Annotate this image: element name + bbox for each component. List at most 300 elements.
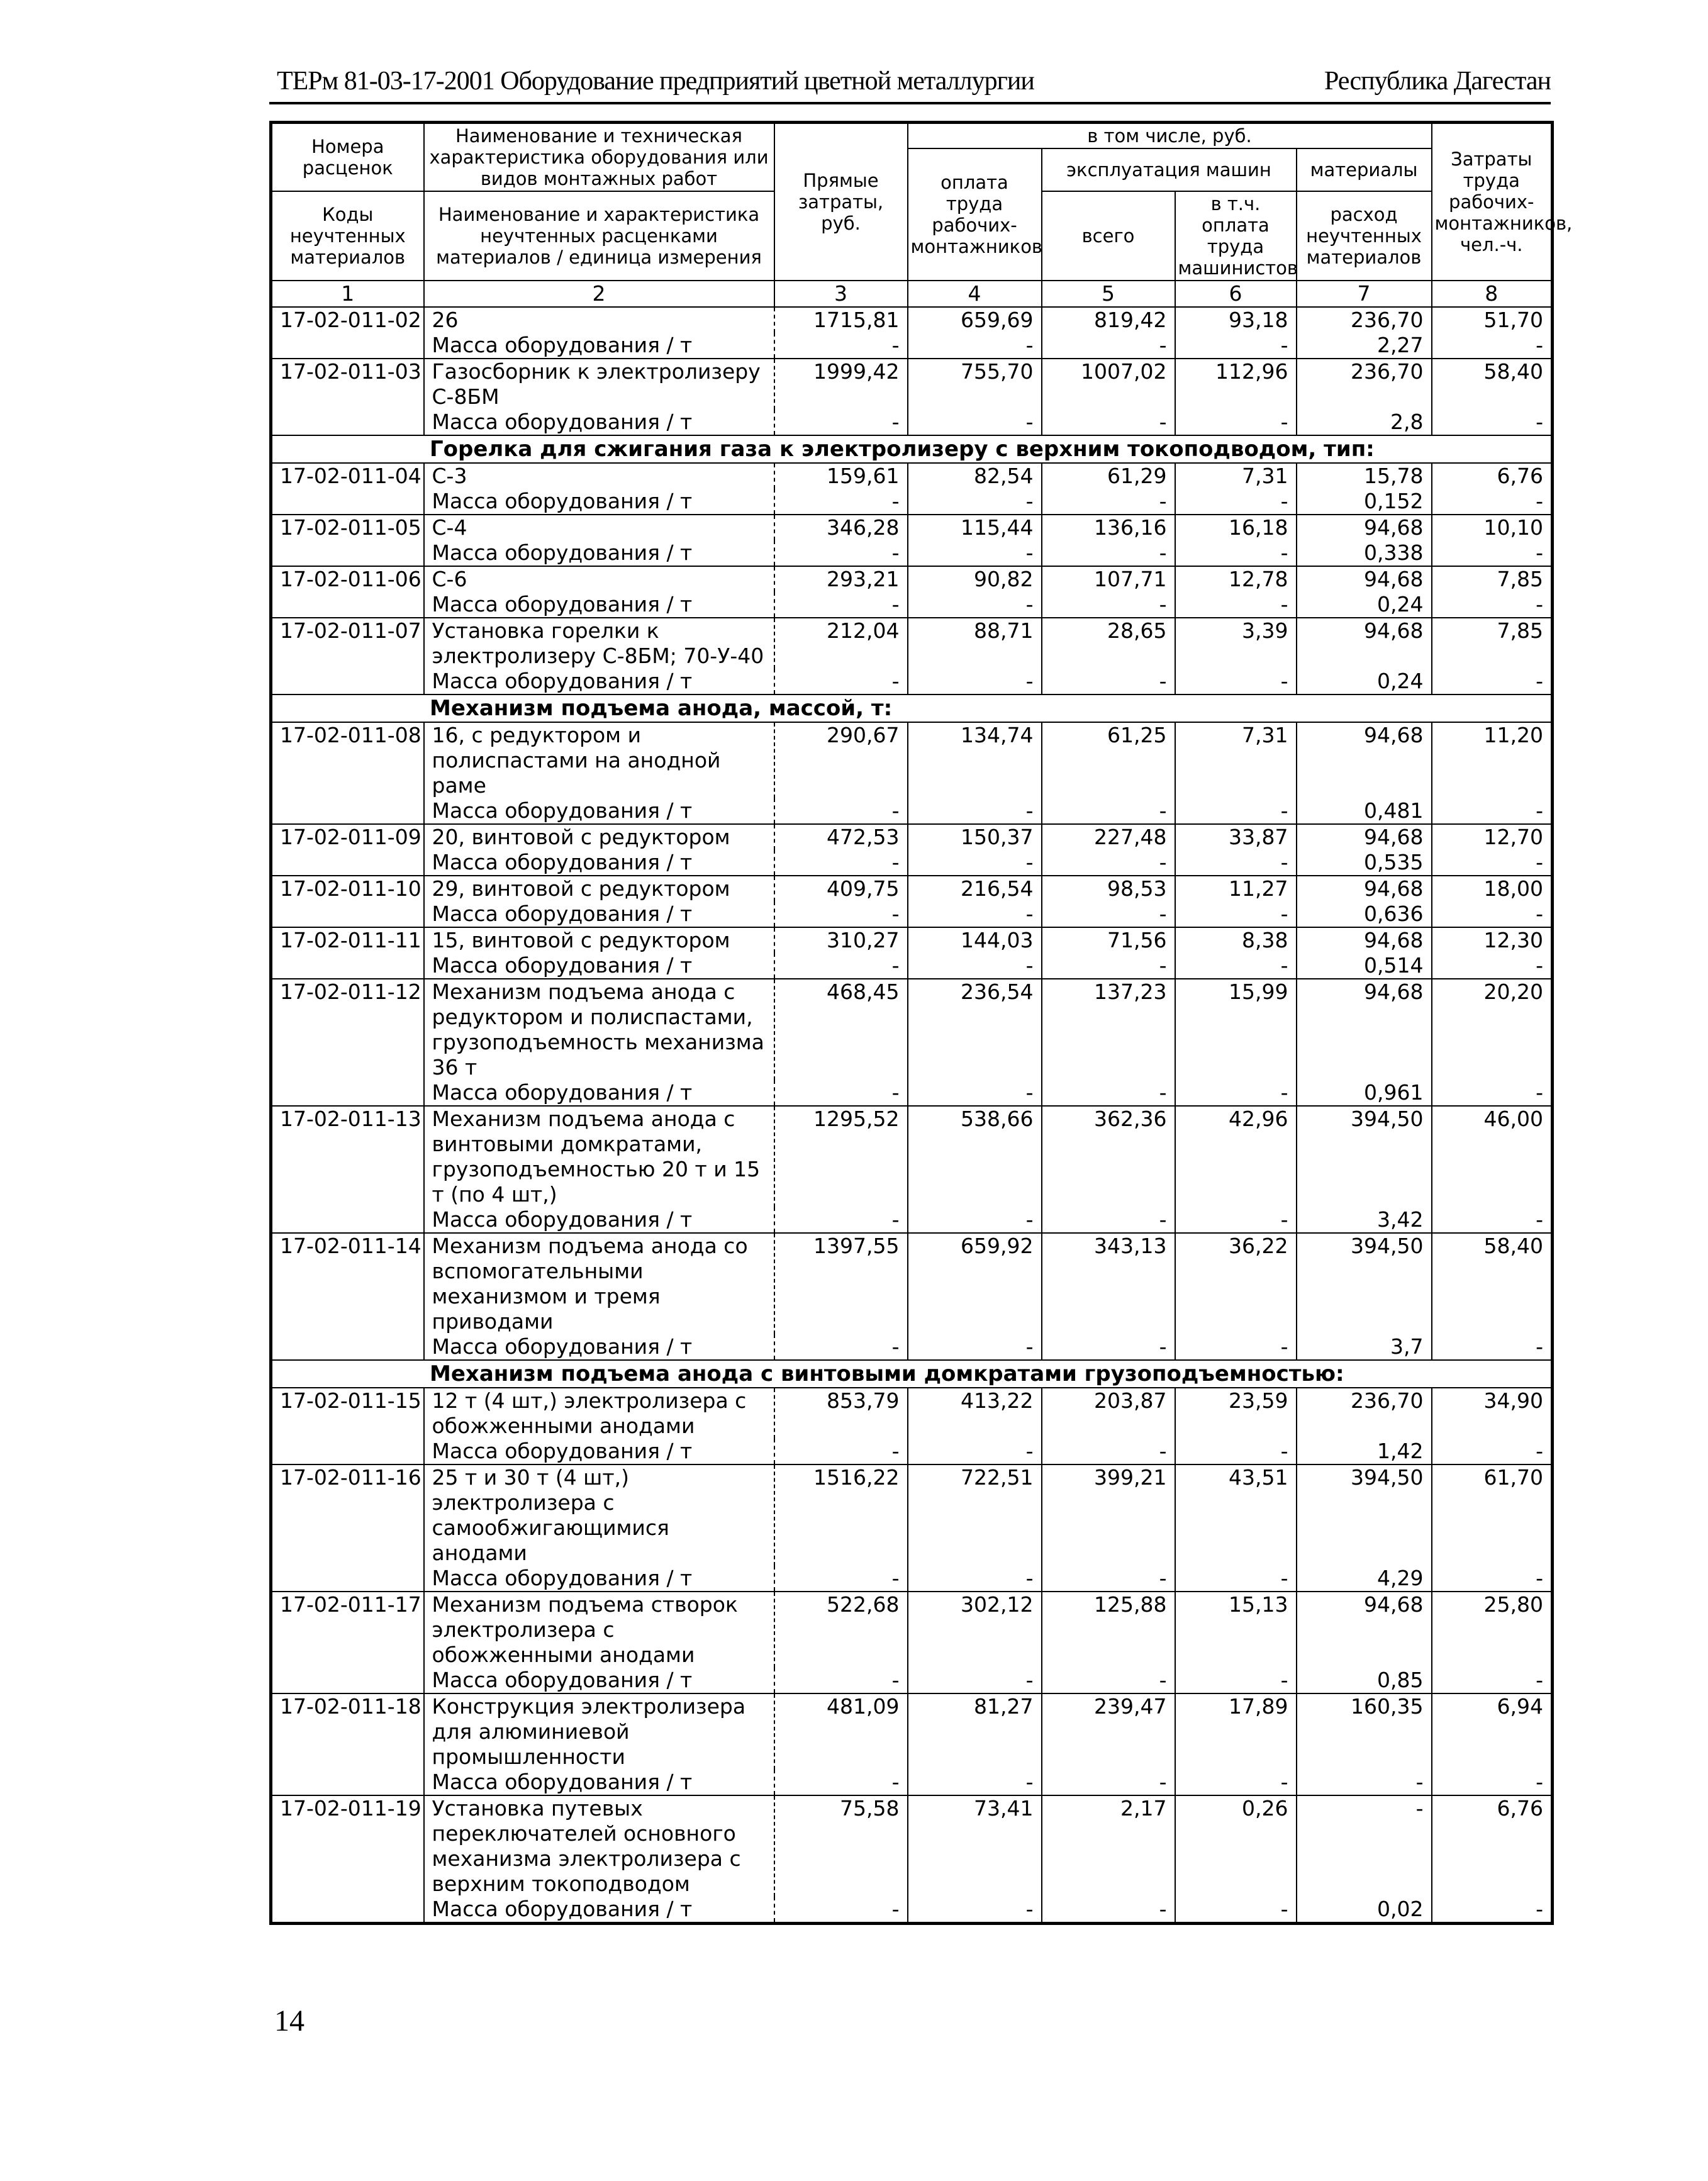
operator-wages-value: - xyxy=(1175,953,1297,979)
labor-hours-value: - xyxy=(1432,669,1553,694)
direct-costs-value: - xyxy=(774,1566,908,1592)
machines-total-value: 239,47 xyxy=(1042,1693,1175,1770)
material-code xyxy=(271,1207,424,1233)
machines-total-value: 343,13 xyxy=(1042,1233,1175,1334)
worker-wages-value: 82,54 xyxy=(908,463,1042,489)
mass-label: Масса оборудования / т xyxy=(424,1897,774,1924)
operator-wages-value: - xyxy=(1175,1566,1297,1592)
operator-wages-value: 93,18 xyxy=(1175,307,1297,333)
operator-wages-value: 43,51 xyxy=(1175,1464,1297,1566)
mass-label: Масса оборудования / т xyxy=(424,1207,774,1233)
header-material-names: Наименование и характеристика неучтенных расценками материалов / единица измерения xyxy=(424,191,774,281)
direct-costs-value: 159,61 xyxy=(774,463,908,489)
header-operator-wages: в т.ч. оплата труда машинистов xyxy=(1175,191,1297,281)
direct-costs-value: 75,58 xyxy=(774,1795,908,1897)
material-code xyxy=(271,1770,424,1795)
operator-wages-value: - xyxy=(1175,489,1297,515)
machines-total-value: - xyxy=(1042,489,1175,515)
operator-wages-value: - xyxy=(1175,1770,1297,1795)
worker-wages-value: - xyxy=(908,1334,1042,1360)
worker-wages-value: 81,27 xyxy=(908,1693,1042,1770)
material-code xyxy=(271,669,424,694)
mass-value: 0,85 xyxy=(1297,1668,1432,1693)
direct-costs-value: - xyxy=(774,669,908,694)
materials-value: 94,68 xyxy=(1297,979,1432,1080)
materials-value: - xyxy=(1297,1795,1432,1897)
machines-total-value: - xyxy=(1042,1897,1175,1924)
machines-total-value: - xyxy=(1042,669,1175,694)
direct-costs-value: - xyxy=(774,850,908,876)
table-row xyxy=(271,1388,1553,1439)
labor-hours-value: 58,40 xyxy=(1432,1233,1553,1334)
direct-costs-value: - xyxy=(774,592,908,618)
labor-hours-value: - xyxy=(1432,1207,1553,1233)
labor-hours-value: 7,85 xyxy=(1432,618,1553,669)
header-unaccounted-materials: расход неучтенных материалов xyxy=(1297,191,1432,281)
worker-wages-value: - xyxy=(908,410,1042,435)
header-including-group: в том числе, руб. xyxy=(908,123,1432,149)
mass-value: 0,481 xyxy=(1297,798,1432,824)
machines-total-value: - xyxy=(1042,592,1175,618)
material-code xyxy=(271,850,424,876)
direct-costs-value: 1295,52 xyxy=(774,1106,908,1207)
direct-costs-value: 468,45 xyxy=(774,979,908,1080)
page-header-region: Республика Дагестан xyxy=(1324,67,1551,96)
mass-row xyxy=(271,1207,1553,1233)
mass-row xyxy=(271,410,1553,435)
rate-code: 17-02-011-11 xyxy=(271,927,424,953)
mass-row xyxy=(271,850,1553,876)
machines-total-value: 98,53 xyxy=(1042,876,1175,901)
mass-value: 2,27 xyxy=(1297,333,1432,359)
work-name: 20, винтовой с редуктором xyxy=(424,824,774,850)
machines-total-value: 819,42 xyxy=(1042,307,1175,333)
direct-costs-value: 1999,42 xyxy=(774,359,908,410)
material-code xyxy=(271,410,424,435)
labor-hours-value: 25,80 xyxy=(1432,1592,1553,1668)
mass-value: 0,152 xyxy=(1297,489,1432,515)
operator-wages-value: - xyxy=(1175,901,1297,927)
materials-value: 94,68 xyxy=(1297,722,1432,798)
direct-costs-value: - xyxy=(774,1207,908,1233)
mass-label: Масса оборудования / т xyxy=(424,1566,774,1592)
direct-costs-value: - xyxy=(774,1897,908,1924)
machines-total-value: - xyxy=(1042,798,1175,824)
machines-total-value: 399,21 xyxy=(1042,1464,1175,1566)
material-code xyxy=(271,1668,424,1693)
operator-wages-value: - xyxy=(1175,1897,1297,1924)
labor-hours-value: 46,00 xyxy=(1432,1106,1553,1207)
section-heading-row xyxy=(271,694,1553,722)
labor-hours-value: - xyxy=(1432,1566,1553,1592)
direct-costs-value: 409,75 xyxy=(774,876,908,901)
work-name: Механизм подъема анода с винтовыми домкратами, грузоподъемностью 20 т и 15 т (по 4 шт,) xyxy=(424,1106,774,1207)
table-row xyxy=(271,307,1553,333)
table-row xyxy=(271,1592,1553,1668)
operator-wages-value: - xyxy=(1175,1668,1297,1693)
rate-code: 17-02-011-02 xyxy=(271,307,424,333)
rate-code: 17-02-011-07 xyxy=(271,618,424,669)
table-row xyxy=(271,463,1553,489)
machines-total-value: - xyxy=(1042,1080,1175,1106)
materials-value: 94,68 xyxy=(1297,566,1432,592)
machines-total-value: 28,65 xyxy=(1042,618,1175,669)
materials-value: 94,68 xyxy=(1297,876,1432,901)
labor-hours-value: 61,70 xyxy=(1432,1464,1553,1566)
worker-wages-value: 236,54 xyxy=(908,979,1042,1080)
mass-row xyxy=(271,592,1553,618)
mass-row xyxy=(271,333,1553,359)
labor-hours-value: - xyxy=(1432,953,1553,979)
material-code xyxy=(271,1334,424,1360)
worker-wages-value: - xyxy=(908,1897,1042,1924)
header-machines-total: всего xyxy=(1042,191,1175,281)
material-code xyxy=(271,1566,424,1592)
worker-wages-value: - xyxy=(908,1770,1042,1795)
machines-total-value: - xyxy=(1042,1770,1175,1795)
mass-row xyxy=(271,901,1553,927)
mass-label: Масса оборудования / т xyxy=(424,1439,774,1464)
section-heading-row xyxy=(271,435,1553,463)
rate-code: 17-02-011-16 xyxy=(271,1464,424,1566)
mass-value: 2,8 xyxy=(1297,410,1432,435)
operator-wages-value: 8,38 xyxy=(1175,927,1297,953)
direct-costs-value: 481,09 xyxy=(774,1693,908,1770)
mass-value: 0,338 xyxy=(1297,540,1432,566)
labor-hours-value: 20,20 xyxy=(1432,979,1553,1080)
worker-wages-value: 90,82 xyxy=(908,566,1042,592)
machines-total-value: - xyxy=(1042,901,1175,927)
table-row xyxy=(271,1795,1553,1897)
machines-total-value: - xyxy=(1042,850,1175,876)
labor-hours-value: - xyxy=(1432,489,1553,515)
materials-value: 15,78 xyxy=(1297,463,1432,489)
rate-code: 17-02-011-09 xyxy=(271,824,424,850)
labor-hours-value: - xyxy=(1432,540,1553,566)
worker-wages-value: 722,51 xyxy=(908,1464,1042,1566)
section-heading: Механизм подъема анода, массой, т: xyxy=(271,694,1553,722)
machines-total-value: 227,48 xyxy=(1042,824,1175,850)
machines-total-value: - xyxy=(1042,1668,1175,1693)
operator-wages-value: - xyxy=(1175,410,1297,435)
worker-wages-value: - xyxy=(908,1207,1042,1233)
worker-wages-value: 150,37 xyxy=(908,824,1042,850)
operator-wages-value: 33,87 xyxy=(1175,824,1297,850)
table-row xyxy=(271,566,1553,592)
section-heading: Горелка для сжигания газа к электролизеру с верхним токоподводом, тип: xyxy=(271,435,1553,463)
direct-costs-value: - xyxy=(774,901,908,927)
labor-hours-value: 11,20 xyxy=(1432,722,1553,798)
labor-hours-value: - xyxy=(1432,1439,1553,1464)
worker-wages-value: 659,69 xyxy=(908,307,1042,333)
table-row xyxy=(271,979,1553,1080)
table-row xyxy=(271,1233,1553,1334)
materials-value: 94,68 xyxy=(1297,927,1432,953)
labor-hours-value: 18,00 xyxy=(1432,876,1553,901)
header-material-codes: Коды неучтенных материалов xyxy=(271,191,424,281)
direct-costs-value: - xyxy=(774,953,908,979)
mass-row xyxy=(271,953,1553,979)
rate-code: 17-02-011-18 xyxy=(271,1693,424,1770)
header-rate-numbers: Номера расценок xyxy=(271,123,424,192)
material-code xyxy=(271,540,424,566)
work-name: С-3 xyxy=(424,463,774,489)
header-work-name: Наименование и техническая характеристика оборудования или видов монтажных работ xyxy=(424,123,774,192)
column-number: 5 xyxy=(1042,281,1175,307)
mass-row xyxy=(271,1566,1553,1592)
mass-row xyxy=(271,489,1553,515)
operator-wages-value: 16,18 xyxy=(1175,515,1297,540)
operator-wages-value: 36,22 xyxy=(1175,1233,1297,1334)
material-code xyxy=(271,953,424,979)
direct-costs-value: 472,53 xyxy=(774,824,908,850)
mass-value: 4,29 xyxy=(1297,1566,1432,1592)
worker-wages-value: 134,74 xyxy=(908,722,1042,798)
worker-wages-value: - xyxy=(908,953,1042,979)
section-heading-row xyxy=(271,1360,1553,1388)
worker-wages-value: - xyxy=(908,798,1042,824)
direct-costs-value: - xyxy=(774,798,908,824)
machines-total-value: 107,71 xyxy=(1042,566,1175,592)
work-name: 25 т и 30 т (4 шт,) электролизера с самообжигающимися анодами xyxy=(424,1464,774,1566)
mass-label: Масса оборудования / т xyxy=(424,1668,774,1693)
worker-wages-value: 88,71 xyxy=(908,618,1042,669)
operator-wages-value: 112,96 xyxy=(1175,359,1297,410)
worker-wages-value: 216,54 xyxy=(908,876,1042,901)
material-code xyxy=(271,1080,424,1106)
operator-wages-value: - xyxy=(1175,1334,1297,1360)
table-row xyxy=(271,722,1553,798)
table-row xyxy=(271,1106,1553,1207)
materials-value: 394,50 xyxy=(1297,1106,1432,1207)
materials-value: 160,35 xyxy=(1297,1693,1432,1770)
operator-wages-value: 7,31 xyxy=(1175,463,1297,489)
work-name: 29, винтовой с редуктором xyxy=(424,876,774,901)
worker-wages-value: 659,92 xyxy=(908,1233,1042,1334)
labor-hours-value: 7,85 xyxy=(1432,566,1553,592)
labor-hours-value: - xyxy=(1432,798,1553,824)
materials-value: 236,70 xyxy=(1297,307,1432,333)
rate-code: 17-02-011-04 xyxy=(271,463,424,489)
operator-wages-value: 11,27 xyxy=(1175,876,1297,901)
page-header-title: ТЕРм 81-03-17-2001 Оборудование предприятий цветной металлургии xyxy=(277,67,1034,96)
labor-hours-value: - xyxy=(1432,333,1553,359)
labor-hours-value: 12,30 xyxy=(1432,927,1553,953)
header-worker-wages: оплата труда рабочих-монтажников xyxy=(908,148,1042,281)
mass-row xyxy=(271,1897,1553,1924)
labor-hours-value: - xyxy=(1432,592,1553,618)
mass-value: - xyxy=(1297,1770,1432,1795)
machines-total-value: - xyxy=(1042,410,1175,435)
work-name: Установка горелки к электролизеру С-8БМ; 70-У-40 xyxy=(424,618,774,669)
mass-value: 3,7 xyxy=(1297,1334,1432,1360)
machines-total-value: - xyxy=(1042,333,1175,359)
direct-costs-value: 1715,81 xyxy=(774,307,908,333)
mass-label: Масса оборудования / т xyxy=(424,1334,774,1360)
operator-wages-value: 0,26 xyxy=(1175,1795,1297,1897)
materials-value: 236,70 xyxy=(1297,359,1432,410)
labor-hours-value: - xyxy=(1432,1334,1553,1360)
table-row xyxy=(271,359,1553,410)
worker-wages-value: - xyxy=(908,333,1042,359)
material-code xyxy=(271,333,424,359)
worker-wages-value: - xyxy=(908,1566,1042,1592)
direct-costs-value: - xyxy=(774,1439,908,1464)
materials-value: 394,50 xyxy=(1297,1464,1432,1566)
mass-row xyxy=(271,1770,1553,1795)
operator-wages-value: 3,39 xyxy=(1175,618,1297,669)
rate-code: 17-02-011-19 xyxy=(271,1795,424,1897)
machines-total-value: - xyxy=(1042,540,1175,566)
rate-code: 17-02-011-03 xyxy=(271,359,424,410)
operator-wages-value: - xyxy=(1175,669,1297,694)
labor-hours-value: 10,10 xyxy=(1432,515,1553,540)
materials-value: 94,68 xyxy=(1297,515,1432,540)
column-number: 2 xyxy=(424,281,774,307)
mass-row xyxy=(271,1668,1553,1693)
worker-wages-value: 115,44 xyxy=(908,515,1042,540)
mass-label: Масса оборудования / т xyxy=(424,953,774,979)
machines-total-value: 203,87 xyxy=(1042,1388,1175,1439)
work-name: 16, с редуктором и полиспастами на анодной раме xyxy=(424,722,774,798)
work-name: Конструкция электролизера для алюминиевой промышленности xyxy=(424,1693,774,1770)
machines-total-value: - xyxy=(1042,1439,1175,1464)
mass-label: Масса оборудования / т xyxy=(424,669,774,694)
column-number: 4 xyxy=(908,281,1042,307)
work-name: Механизм подъема створок электролизера с обожженными анодами xyxy=(424,1592,774,1668)
machines-total-value: - xyxy=(1042,1334,1175,1360)
mass-row xyxy=(271,798,1553,824)
labor-hours-value: 6,76 xyxy=(1432,463,1553,489)
labor-hours-value: 51,70 xyxy=(1432,307,1553,333)
materials-value: 94,68 xyxy=(1297,1592,1432,1668)
labor-hours-value: 12,70 xyxy=(1432,824,1553,850)
header-materials: материалы xyxy=(1297,148,1432,191)
direct-costs-value: 290,67 xyxy=(774,722,908,798)
operator-wages-value: 12,78 xyxy=(1175,566,1297,592)
mass-label: Масса оборудования / т xyxy=(424,540,774,566)
mass-label: Масса оборудования / т xyxy=(424,798,774,824)
mass-value: 0,24 xyxy=(1297,592,1432,618)
machines-total-value: 61,29 xyxy=(1042,463,1175,489)
labor-hours-value: - xyxy=(1432,901,1553,927)
machines-total-value: 136,16 xyxy=(1042,515,1175,540)
direct-costs-value: - xyxy=(774,410,908,435)
worker-wages-value: 302,12 xyxy=(908,1592,1042,1668)
direct-costs-value: 346,28 xyxy=(774,515,908,540)
machines-total-value: 125,88 xyxy=(1042,1592,1175,1668)
machines-total-value: - xyxy=(1042,1207,1175,1233)
operator-wages-value: - xyxy=(1175,850,1297,876)
worker-wages-value: - xyxy=(908,850,1042,876)
labor-hours-value: 58,40 xyxy=(1432,359,1553,410)
operator-wages-value: - xyxy=(1175,540,1297,566)
work-name: 15, винтовой с редуктором xyxy=(424,927,774,953)
direct-costs-value: 293,21 xyxy=(774,566,908,592)
worker-wages-value: - xyxy=(908,1439,1042,1464)
rate-code: 17-02-011-05 xyxy=(271,515,424,540)
worker-wages-value: 73,41 xyxy=(908,1795,1042,1897)
worker-wages-value: - xyxy=(908,1080,1042,1106)
mass-label: Масса оборудования / т xyxy=(424,901,774,927)
labor-hours-value: 6,94 xyxy=(1432,1693,1553,1770)
operator-wages-value: 7,31 xyxy=(1175,722,1297,798)
work-name: С-4 xyxy=(424,515,774,540)
worker-wages-value: 413,22 xyxy=(908,1388,1042,1439)
work-name: Механизм подъема анода со вспомогательными механизмом и тремя приводами xyxy=(424,1233,774,1334)
labor-hours-value: - xyxy=(1432,1080,1553,1106)
mass-label: Масса оборудования / т xyxy=(424,1080,774,1106)
material-code xyxy=(271,1897,424,1924)
column-number: 3 xyxy=(774,281,908,307)
rates-table xyxy=(269,121,1573,1925)
materials-value: 236,70 xyxy=(1297,1388,1432,1439)
worker-wages-value: - xyxy=(908,901,1042,927)
machines-total-value: 61,25 xyxy=(1042,722,1175,798)
rate-code: 17-02-011-12 xyxy=(271,979,424,1080)
mass-value: 0,636 xyxy=(1297,901,1432,927)
mass-row xyxy=(271,1439,1553,1464)
rate-code: 17-02-011-17 xyxy=(271,1592,424,1668)
rate-code: 17-02-011-13 xyxy=(271,1106,424,1207)
direct-costs-value: 1516,22 xyxy=(774,1464,908,1566)
material-code xyxy=(271,592,424,618)
direct-costs-value: 310,27 xyxy=(774,927,908,953)
work-name: Установка путевых переключателей основного механизма электролизера с верхним токоподводом xyxy=(424,1795,774,1897)
worker-wages-value: 538,66 xyxy=(908,1106,1042,1207)
material-code xyxy=(271,489,424,515)
operator-wages-value: - xyxy=(1175,1207,1297,1233)
worker-wages-value: - xyxy=(908,489,1042,515)
direct-costs-value: - xyxy=(774,1770,908,1795)
table-row xyxy=(271,1464,1553,1566)
operator-wages-value: 17,89 xyxy=(1175,1693,1297,1770)
rate-code: 17-02-011-10 xyxy=(271,876,424,901)
labor-hours-value: - xyxy=(1432,1897,1553,1924)
operator-wages-value: 23,59 xyxy=(1175,1388,1297,1439)
work-name: 26 xyxy=(424,307,774,333)
worker-wages-value: - xyxy=(908,1668,1042,1693)
mass-value: 3,42 xyxy=(1297,1207,1432,1233)
rate-code: 17-02-011-06 xyxy=(271,566,424,592)
direct-costs-value: - xyxy=(774,333,908,359)
machines-total-value: 2,17 xyxy=(1042,1795,1175,1897)
mass-row xyxy=(271,1080,1553,1106)
direct-costs-value: 853,79 xyxy=(774,1388,908,1439)
material-code xyxy=(271,1439,424,1464)
operator-wages-value: - xyxy=(1175,798,1297,824)
operator-wages-value: - xyxy=(1175,1080,1297,1106)
direct-costs-value: 522,68 xyxy=(774,1592,908,1668)
worker-wages-value: - xyxy=(908,540,1042,566)
operator-wages-value: - xyxy=(1175,592,1297,618)
header-labor-hours: Затраты труда рабочих-монтажников, чел.-ч. xyxy=(1432,123,1553,281)
mass-label: Масса оборудования / т xyxy=(424,850,774,876)
mass-row xyxy=(271,669,1553,694)
machines-total-value: 362,36 xyxy=(1042,1106,1175,1207)
work-name: Механизм подъема анода с редуктором и полиспастами, грузоподъемность механизма 36 т xyxy=(424,979,774,1080)
direct-costs-value: 212,04 xyxy=(774,618,908,669)
direct-costs-value: - xyxy=(774,540,908,566)
mass-value: 0,535 xyxy=(1297,850,1432,876)
page-number: 14 xyxy=(274,2004,304,2038)
mass-label: Масса оборудования / т xyxy=(424,333,774,359)
mass-label: Масса оборудования / т xyxy=(424,410,774,435)
table-row xyxy=(271,618,1553,669)
table-row xyxy=(271,1693,1553,1770)
operator-wages-value: 15,13 xyxy=(1175,1592,1297,1668)
mass-value: 0,02 xyxy=(1297,1897,1432,1924)
